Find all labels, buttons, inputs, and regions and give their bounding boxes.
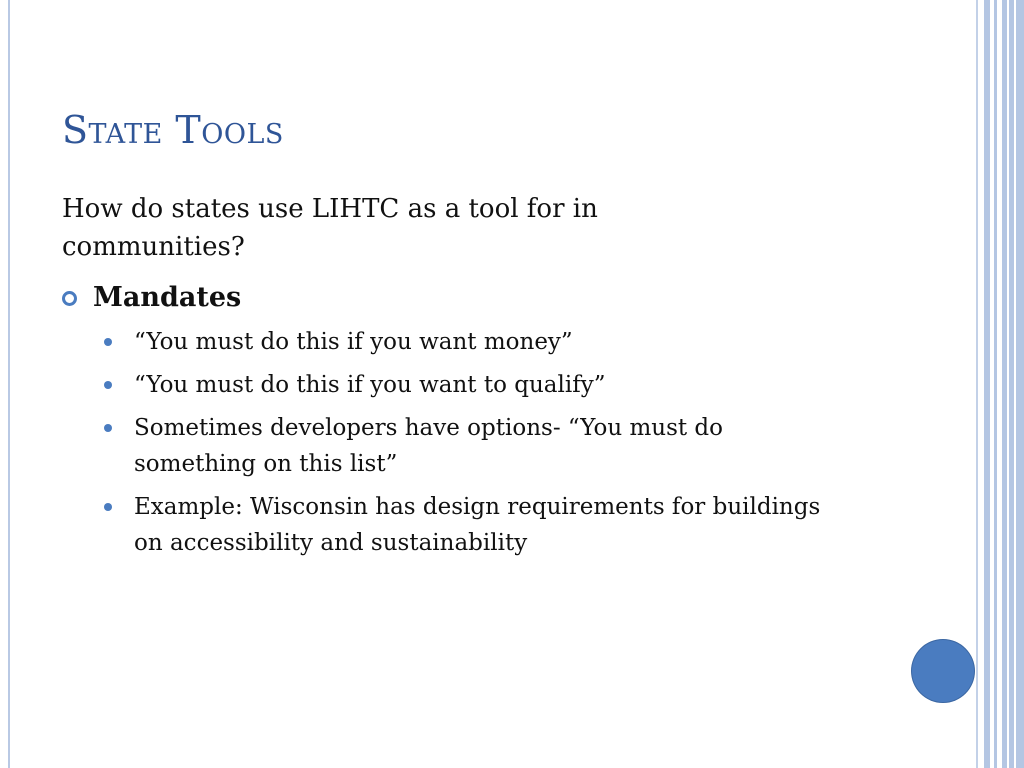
- list-item: [104, 367, 844, 403]
- list-item: [104, 324, 844, 360]
- right-decorative-stripes: [976, 0, 1024, 768]
- ring-bullet-icon: [62, 291, 77, 306]
- stripe: [976, 0, 978, 768]
- stripe: [994, 0, 997, 768]
- bullet-text: Example: Wisconsin has design requirements for buildings on accessibility and sustainability: [134, 494, 821, 556]
- decorative-circle: [912, 640, 974, 702]
- bullet-text: Sometimes developers have options- “You must do something on this list”: [134, 415, 724, 477]
- bullet-dot-icon: [104, 424, 112, 432]
- bullet-list: [104, 324, 844, 568]
- list-item: [104, 410, 844, 482]
- bullet-text: “You must do this if you want money”: [134, 329, 573, 355]
- level1-item-mandates: [62, 279, 241, 317]
- bullet-dot-icon: [104, 338, 112, 346]
- slide-title: State Tools: [62, 108, 284, 152]
- bullet-dot-icon: [104, 381, 112, 389]
- list-item: [104, 489, 844, 561]
- stripe-gap: [1014, 0, 1016, 768]
- bullet-dot-icon: [104, 503, 112, 511]
- stripe: [984, 0, 990, 768]
- intro-text: How do states use LIHTC as a tool for in communities?: [62, 194, 598, 262]
- left-border-line: [8, 0, 10, 768]
- level1-label: Mandates: [93, 282, 242, 313]
- bullet-text: “You must do this if you want to qualify”: [134, 372, 606, 398]
- stripe: [1002, 0, 1024, 768]
- stripe-gap: [1007, 0, 1009, 768]
